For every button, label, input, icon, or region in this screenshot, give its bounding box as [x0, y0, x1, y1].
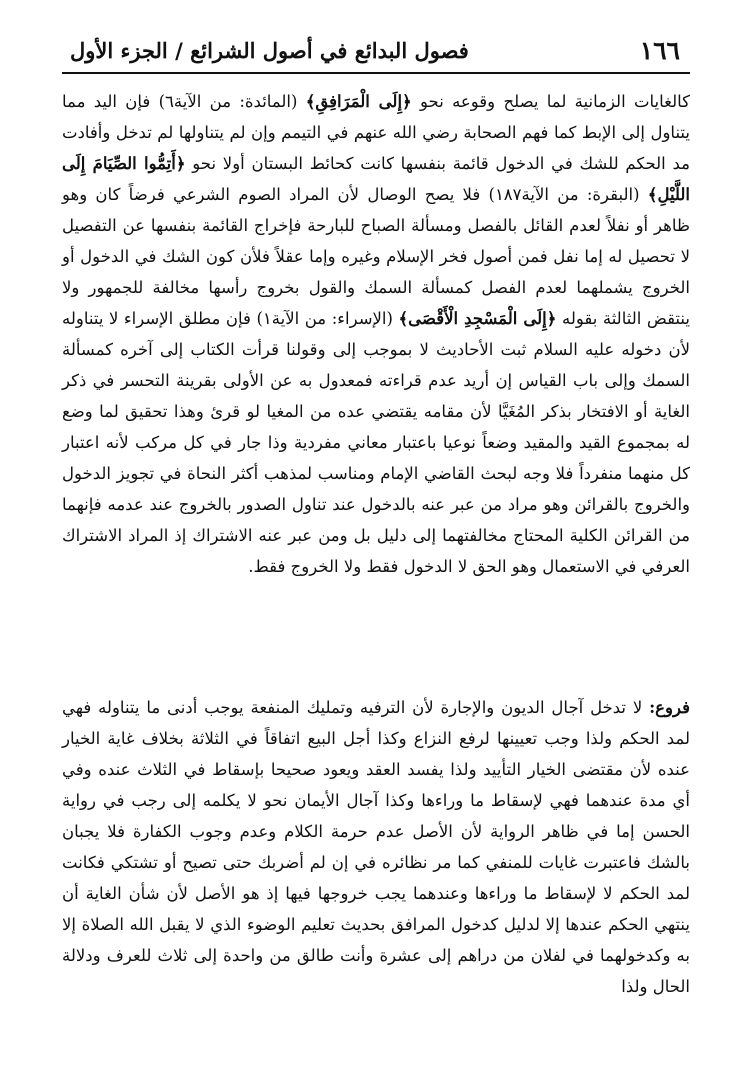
text-segment: كالغايات الزمانية لما يصلح وقوعه نحو: [411, 92, 691, 111]
quran-verse: ﴿إِلَى الْمَسْجِدِ الْأَقْصَى﴾: [398, 309, 557, 328]
page-number: ١٦٦: [639, 35, 680, 65]
page-header: [70, 32, 680, 68]
quran-verse: ﴿إِلَى الْمَرَافِقِ﴾: [305, 92, 412, 111]
header-divider: [62, 72, 690, 74]
section-label: فروع:: [649, 698, 690, 717]
quran-verse: ﴿أَتِمُّوا الصِّيَامَ إِلَى اللَّيْلِ﴾: [62, 154, 690, 204]
text-segment: (المائدة: من الآية٦) فإن اليد مما يتناول إلى الإبط كما فهم الصحابة رضي الله عنهم في التيمم وإن لم يتناولها لم تدخل وأفادت مد الحكم للشك في الدخول قائمة بنفسها كانت كحائط البستان أولا نحو: [62, 92, 690, 173]
body-paragraph-2: [62, 692, 690, 1002]
text-segment: (الإسراء: من الآية١) فإن مطلق الإسراء لا يتناوله لأن دخوله عليه السلام ثبت الأحاديث لا بموجب إلى وقولنا قرأت الكتاب إلى آخره كمسألة السمك وإلى باب القياس إن أريد عدم قراءته فمعدول به عن الأولى بقرينة التحسر في ذكر الغاية أو الافتخار بذكر المُغَيَّا لأن مقامه يقتضي عده من المغيا لو قرئ وهذا تحقيق لما وضع له بمجموع القيد والمقيد وضعاً نوعيا باعتبار معاني مفردية وذا جار في كل مركب لأنه اعتبار كل منهما منفرداً فلا وجه لبحث القاضي الإمام ومناسب لمذهب أكثر النحاة في تجويز الدخول والخروج بالقرائن وهو مراد من عبر عنه بالدخول عند تناول الصدور بالخروج عند عدمه فإنهما من القرائن الكلية المحتاج مخالفتهما إلى دليل بل ومن عبر عنه الاشتراك إذ المراد الاشتراك العرفي في الاستعمال وهو الحق لا الدخول فقط ولا الخروج فقط.: [62, 309, 690, 576]
text-segment: (البقرة: من الآية١٨٧) فلا يصح الوصال لأن المراد الصوم الشرعي فرضاً كان وهو ظاهر أو نفلاً لعدم القائل بالفصل ومسألة الصباح للبارحة فإخراج القائمة بنفسها عن التفصيل لا تحصيل له إما نفل فمن أصول فخر الإسلام وغيره وإما عقلاً فلأن كون الشك في الدخول أو الخروج يشملهما لعدم الفصل كمسألة السمك والقول بخروج رأسها مخالفة للجمهور ولا ينتقض الثالثة بقوله: [62, 185, 690, 328]
body-paragraph-1: [62, 86, 690, 582]
running-title: فصول البدائع في أصول الشرائع / الجزء الأول: [70, 37, 469, 63]
text-segment: لا تدخل آجال الديون والإجارة لأن الترفيه وتمليك المنفعة يوجب أدنى ما يتناوله فهي لمد الحكم ولذا وجب تعيينها لرفع النزاع وكذا أجل البيع اتفاقاً في الثلاثة بخلاف غاية الخيار عنده لأن مقتضى الخيار التأييد ولذا يفسد العقد ويعود صحيحا بإسقاط في الثلاث عنده وفي أي مدة عندهما فهي لإسقاط ما وراءها وكذا آجال الأيمان نحو لا يكلمه إلى رجب في رواية الحسن إما في ظاهر الرواية لأن الأصل عدم حرمة الكلام وعدم وجوب الكفارة فلا يجبان بالشك فاعتبرت غايات للمنفي كما مر نظائره في إن لم أضربك حتى تصيح أو تشتكي فكانت لمد الحكم لا لإسقاط ما وراءها وعندهما يجب خروجها فيها إذ هو الأصل لأن شأن الغاية أن ينتهي الحكم عندها إلا لدليل كدخول المرافق بحديث تعليم الوضوء الذي لا يقبل الله الصلاة إلا به وكدخولهما في لفلان من دراهم إلى عشرة وأنت طالق من واحدة إلى ثلاث للعرف ودلالة الحال ولذا: [62, 698, 690, 996]
